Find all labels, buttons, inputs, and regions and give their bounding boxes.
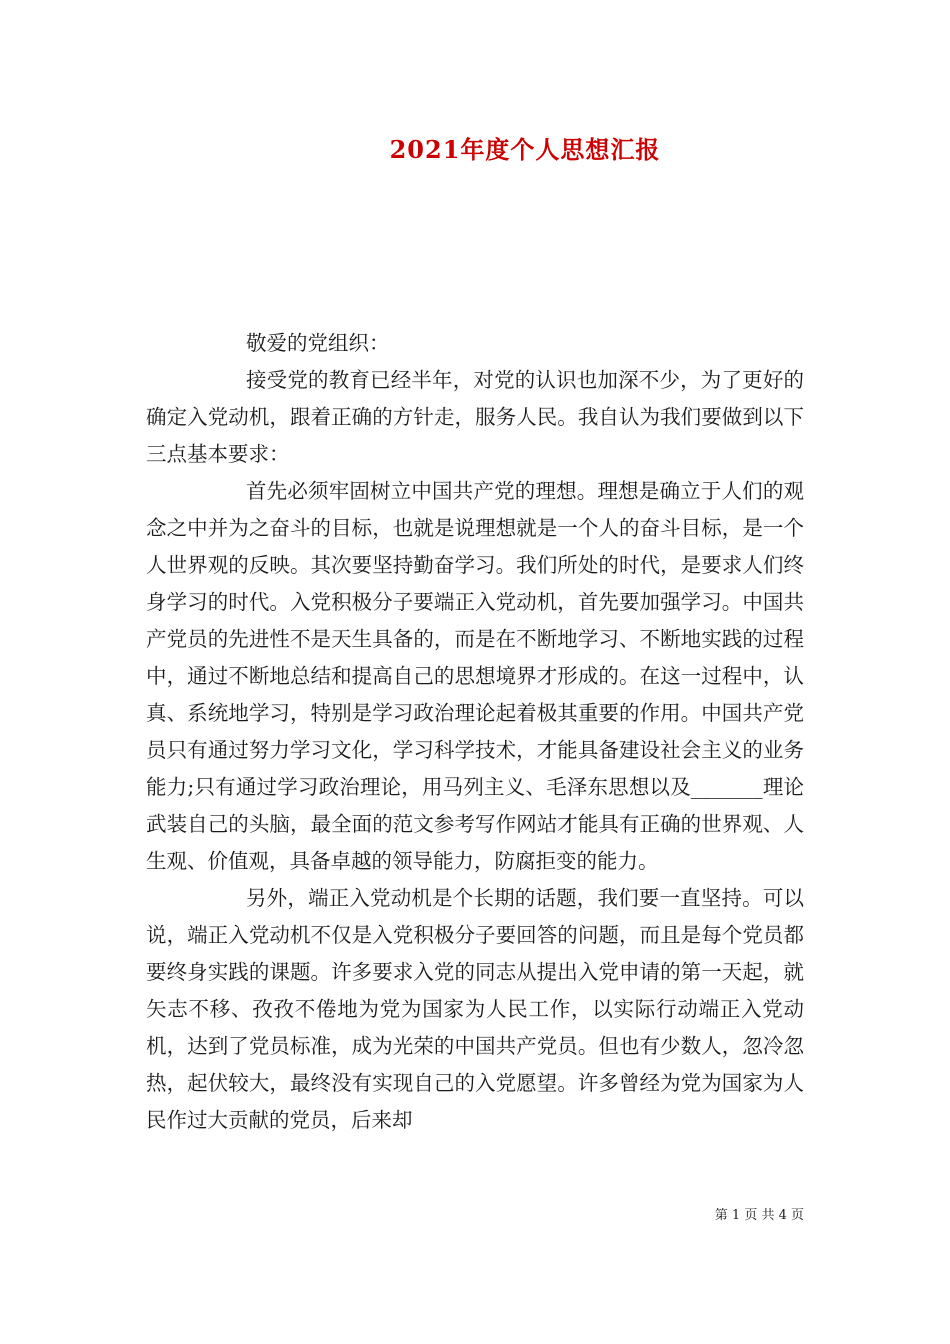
paragraph-intro: 接受党的教育已经半年，对党的认识也加深不少，为了更好的确定入党动机，跟着正确的方针走，服务人民。我自认为我们要做到以下三点基本要求： bbox=[146, 368, 804, 466]
paragraph-first-point: 首先必须牢固树立中国共产党的理想。理想是确立于人们的观念之中并为之奋斗的目标，也就是说理想就是一个人的奋斗目标，是一个人世界观的反映。其次要坚持勤奋学习。我们所处的时代，是要求人们终身学习的时代。入党积极分子要端正入党动机，首先要加强学习。中国共产党员的先进性不是天生具备的，而是在不断地学习、不断地实践的过程中，通过不断地总结和提高自己的思想境界才形成的。在这一过程中，认真、系统地学习，特别是学习政治理论起着极其重要的作用。中国共产党员只有通过努力学习文化，学习科学技术，才能具备建设社会主义的业务能力;只有通过学习政治理论，用马列主义、毛泽东思想以及_______理论武装自己的头脑，最全面的范文参考写作网站才能具有正确的世界观、人生观、价值观，具备卓越的领导能力，防腐拒变的能力。 bbox=[146, 479, 804, 873]
paragraph-second-point: 另外，端正入党动机是个长期的话题，我们要一直坚持。可以说，端正入党动机不仅是入党积极分子要回答的问题，而且是每个党员都要终身实践的课题。许多要求入党的同志从提出入党申请的第一天起，就矢志不移、孜孜不倦地为党为国家为人民工作，以实际行动端正入党动机，达到了党员标准，成为光荣的中国共产党员。但也有少数人，忽冷忽热，起伏较大，最终没有实现自己的入党愿望。许多曾经为党为国家为人民作过大贡献的党员，后来却 bbox=[146, 886, 804, 1132]
document-title: 2021年度个人思想汇报 bbox=[389, 135, 661, 164]
salutation: 敬爱的党组织： bbox=[246, 331, 390, 355]
page-number: 第 1 页 共 4 页 bbox=[714, 1208, 804, 1223]
document-body bbox=[146, 325, 804, 1139]
